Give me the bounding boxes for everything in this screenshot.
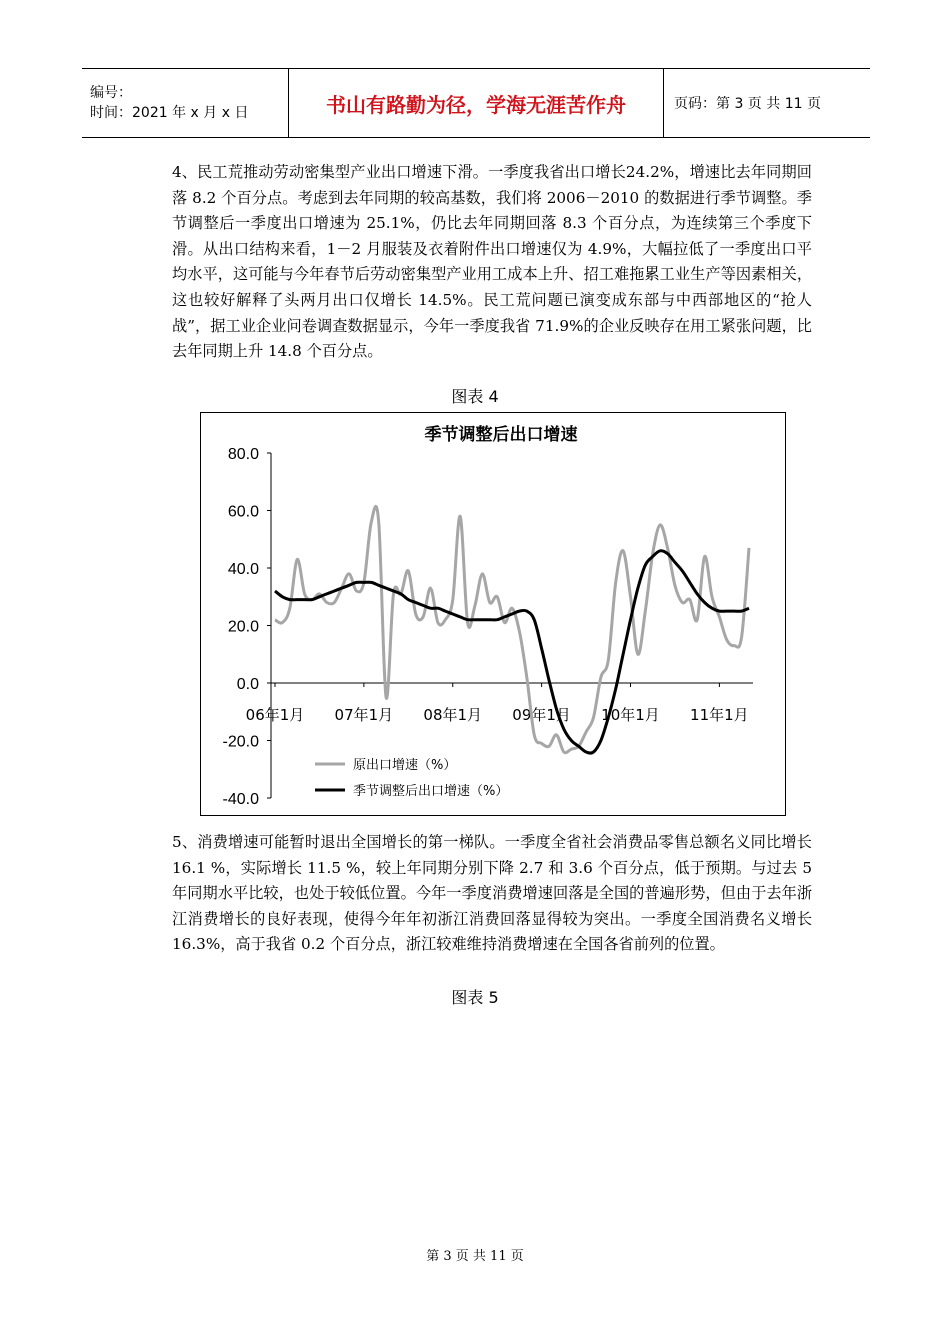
header-motto: 书山有路勤为径，学海无涯苦作舟	[289, 69, 664, 137]
x-tick-label: 07年1月	[334, 706, 394, 724]
x-tick-label: 08年1月	[423, 706, 483, 724]
export-growth-chart	[200, 412, 786, 816]
chart-title: 季节调整后出口增速	[424, 425, 578, 445]
paragraph-export: 4、民工荒推动劳动密集型产业出口增速下滑。一季度我省出口增长24.2%，增速比去年同期回落 8.2 个百分点。考虑到去年同期的较高基数，我们将 2006－2010 的数据进行季节调整。季节调整后一季度出口增速为 25.1%，仍比去年同期回落 8.3 个百分点，为连续第三个季度下滑。从出口结构来看，1－2 月服装及衣着附件出口增速仅为 4.9%，大幅拉低了一季度出口平均水平，这可能与今年春节后劳动密集型产业用工成本上升、招工难拖累工业生产等因素相关，这也较好解释了头两月出口仅增长 14.5%。民工荒问题已演变成东部与中西部地区的“抢人战”，据工业企业问卷调查数据显示，今年一季度我省 71.9%的企业反映存在用工紧张问题，比去年同期上升 14.8 个百分点。	[172, 163, 812, 361]
x-tick-label: 10年1月	[601, 706, 660, 724]
paragraph-consumption: 5、消费增速可能暂时退出全国增长的第一梯队。一季度全省社会消费品零售总额名义同比增长 16.1 %，实际增长 11.5 %，较上年同期分别下降 2.7 和 3.6 个百分点，低于预期。与过去 5 年同期水平比较，也处于较低位置。今年一季度消费增速回落是全国的普遍形势，但由于去年浙江消费增长的良好表现，使得今年年初浙江消费回落显得较为突出。一季度全国消费名义增长 16.3%，高于我省 0.2 个百分点，浙江较难维持消费增速在全国各省前列的位置。	[172, 833, 812, 954]
chart-axes	[223, 446, 753, 808]
figure-caption-5: 图表 5	[451, 988, 499, 1007]
y-tick-label: 40.0	[227, 561, 259, 578]
y-tick-label: 60.0	[227, 503, 259, 521]
legend-label-original: 原出口增速（%）	[353, 758, 457, 773]
page-footer: 第 3 页 共 11 页	[426, 1249, 524, 1264]
header-page-info: 页码：第 3 页 共 11 页	[674, 96, 821, 112]
x-tick-label: 11年1月	[690, 706, 749, 724]
chart-svg	[201, 413, 785, 815]
number-label: 编号：	[90, 85, 132, 101]
legend-label-adjusted: 季节调整后出口增速（%）	[353, 784, 509, 799]
header-meta	[82, 69, 289, 137]
time-label: 时间：2021 年 x 月 x 日	[90, 105, 249, 121]
x-tick-label: 09年1月	[512, 706, 571, 724]
page-header	[82, 68, 870, 138]
y-tick-label: -20.0	[222, 733, 259, 751]
y-tick-label: -40.0	[222, 791, 259, 808]
y-tick-label: 0.0	[236, 676, 259, 693]
figure-caption-4: 图表 4	[451, 387, 499, 406]
chart-legend	[315, 757, 508, 799]
y-tick-label: 20.0	[227, 618, 259, 636]
x-tick-label: 06年1月	[245, 706, 305, 724]
y-tick-label: 80.0	[227, 446, 259, 463]
